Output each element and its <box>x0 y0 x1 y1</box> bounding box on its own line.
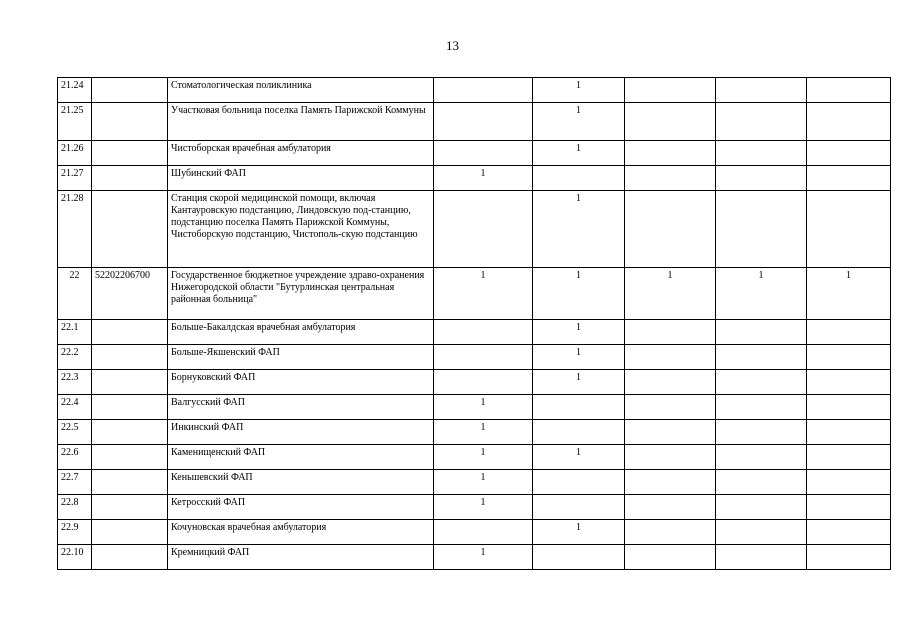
row-value-3 <box>625 345 716 370</box>
row-value-3 <box>625 495 716 520</box>
row-value-4 <box>716 166 807 191</box>
table-row <box>58 191 891 268</box>
row-value-1 <box>434 103 533 141</box>
row-number: 22 <box>58 268 92 320</box>
row-value-3 <box>625 141 716 166</box>
table-row <box>58 520 891 545</box>
row-value-1: 1 <box>434 545 533 570</box>
row-value-5 <box>807 495 891 520</box>
table-row <box>58 103 891 141</box>
row-value-2: 1 <box>533 268 625 320</box>
row-value-1 <box>434 370 533 395</box>
row-value-3 <box>625 520 716 545</box>
page-number: 13 <box>446 38 459 53</box>
row-value-3 <box>625 78 716 103</box>
table-row <box>58 268 891 320</box>
row-facility-name: Кремницкий ФАП <box>168 545 434 570</box>
row-value-1: 1 <box>434 420 533 445</box>
row-value-1: 1 <box>434 268 533 320</box>
table-row <box>58 545 891 570</box>
row-value-2: 1 <box>533 78 625 103</box>
row-value-5 <box>807 103 891 141</box>
row-number: 22.10 <box>58 545 92 570</box>
row-value-5 <box>807 345 891 370</box>
row-value-3 <box>625 191 716 268</box>
row-code <box>92 420 168 445</box>
row-value-3 <box>625 395 716 420</box>
row-value-2: 1 <box>533 345 625 370</box>
row-value-4 <box>716 395 807 420</box>
row-value-5 <box>807 395 891 420</box>
row-number: 22.5 <box>58 420 92 445</box>
row-value-2 <box>533 470 625 495</box>
row-value-3 <box>625 370 716 395</box>
row-value-4 <box>716 520 807 545</box>
row-number: 22.2 <box>58 345 92 370</box>
row-code <box>92 445 168 470</box>
row-value-5 <box>807 320 891 345</box>
row-value-2: 1 <box>533 191 625 268</box>
row-value-5 <box>807 470 891 495</box>
row-value-2: 1 <box>533 520 625 545</box>
row-code <box>92 320 168 345</box>
row-facility-name: Больше-Якшенский ФАП <box>168 345 434 370</box>
row-number: 22.6 <box>58 445 92 470</box>
table-row <box>58 470 891 495</box>
row-value-2: 1 <box>533 445 625 470</box>
row-value-2: 1 <box>533 103 625 141</box>
row-value-1 <box>434 520 533 545</box>
row-value-5 <box>807 545 891 570</box>
row-number: 21.28 <box>58 191 92 268</box>
table-row <box>58 78 891 103</box>
row-number: 22.7 <box>58 470 92 495</box>
row-number: 22.3 <box>58 370 92 395</box>
row-value-4 <box>716 320 807 345</box>
row-value-1 <box>434 191 533 268</box>
row-value-3 <box>625 320 716 345</box>
row-value-3: 1 <box>625 268 716 320</box>
row-value-5 <box>807 78 891 103</box>
row-value-4: 1 <box>716 268 807 320</box>
row-value-3 <box>625 166 716 191</box>
row-code <box>92 545 168 570</box>
row-value-1 <box>434 78 533 103</box>
row-facility-name: Государственное бюджетное учреждение здраво-охранения Нижегородской области "Бутурлинская центральная районная больница" <box>168 268 434 320</box>
row-value-5 <box>807 520 891 545</box>
row-code <box>92 166 168 191</box>
row-facility-name: Борнуковский ФАП <box>168 370 434 395</box>
row-value-5 <box>807 191 891 268</box>
row-facility-name: Инкинский ФАП <box>168 420 434 445</box>
row-facility-name: Валгусский ФАП <box>168 395 434 420</box>
row-value-2: 1 <box>533 141 625 166</box>
row-value-4 <box>716 495 807 520</box>
row-code <box>92 78 168 103</box>
row-facility-name: Каменищенский ФАП <box>168 445 434 470</box>
row-value-5 <box>807 420 891 445</box>
row-value-2 <box>533 495 625 520</box>
table-row <box>58 166 891 191</box>
row-code <box>92 520 168 545</box>
row-value-4 <box>716 141 807 166</box>
table-row <box>58 420 891 445</box>
row-value-4 <box>716 345 807 370</box>
row-value-4 <box>716 545 807 570</box>
row-code <box>92 345 168 370</box>
row-code <box>92 191 168 268</box>
row-code <box>92 470 168 495</box>
row-value-4 <box>716 370 807 395</box>
row-value-3 <box>625 545 716 570</box>
facilities-table <box>57 77 891 570</box>
row-value-2: 1 <box>533 320 625 345</box>
row-value-3 <box>625 470 716 495</box>
table-row <box>58 445 891 470</box>
table-row <box>58 395 891 420</box>
row-value-1 <box>434 345 533 370</box>
row-value-5 <box>807 445 891 470</box>
row-code <box>92 395 168 420</box>
row-code <box>92 141 168 166</box>
row-value-5 <box>807 141 891 166</box>
row-value-1: 1 <box>434 445 533 470</box>
table-row <box>58 495 891 520</box>
table-row <box>58 320 891 345</box>
row-value-2 <box>533 166 625 191</box>
row-value-2 <box>533 395 625 420</box>
row-number: 22.8 <box>58 495 92 520</box>
row-value-5: 1 <box>807 268 891 320</box>
row-value-3 <box>625 420 716 445</box>
row-number: 21.25 <box>58 103 92 141</box>
row-value-3 <box>625 103 716 141</box>
row-number: 21.27 <box>58 166 92 191</box>
row-value-1: 1 <box>434 166 533 191</box>
row-facility-name: Кочуновская врачебная амбулатория <box>168 520 434 545</box>
row-facility-name: Кеньшевский ФАП <box>168 470 434 495</box>
table-row <box>58 370 891 395</box>
row-value-1: 1 <box>434 470 533 495</box>
row-number: 22.9 <box>58 520 92 545</box>
row-facility-name: Больше-Бакалдская врачебная амбулатория <box>168 320 434 345</box>
table-row <box>58 141 891 166</box>
row-facility-name: Участковая больница поселка Память Парижской Коммуны <box>168 103 434 141</box>
row-value-1: 1 <box>434 495 533 520</box>
row-value-2: 1 <box>533 370 625 395</box>
row-value-5 <box>807 166 891 191</box>
row-value-2 <box>533 545 625 570</box>
table-row <box>58 345 891 370</box>
row-facility-name: Кетросский ФАП <box>168 495 434 520</box>
row-facility-name: Станция скорой медицинской помощи, включая Кантауровскую подстанцию, Линдовскую под-станцию, подстанцию поселка Память Парижской Коммуны, Чистоборскую подстанцию, Чистополь-скую подстанцию <box>168 191 434 268</box>
row-value-4 <box>716 78 807 103</box>
row-code <box>92 495 168 520</box>
row-value-5 <box>807 370 891 395</box>
row-value-4 <box>716 470 807 495</box>
row-value-4 <box>716 420 807 445</box>
row-code <box>92 370 168 395</box>
row-value-4 <box>716 103 807 141</box>
row-code: 52202206700 <box>92 268 168 320</box>
row-value-1 <box>434 320 533 345</box>
row-number: 21.24 <box>58 78 92 103</box>
row-value-3 <box>625 445 716 470</box>
row-facility-name: Шубинский ФАП <box>168 166 434 191</box>
row-value-4 <box>716 191 807 268</box>
row-number: 21.26 <box>58 141 92 166</box>
row-value-1: 1 <box>434 395 533 420</box>
row-value-4 <box>716 445 807 470</box>
row-facility-name: Стоматологическая поликлиника <box>168 78 434 103</box>
row-number: 22.4 <box>58 395 92 420</box>
row-facility-name: Чистоборская врачебная амбулатория <box>168 141 434 166</box>
row-number: 22.1 <box>58 320 92 345</box>
row-value-2 <box>533 420 625 445</box>
row-value-1 <box>434 141 533 166</box>
row-code <box>92 103 168 141</box>
